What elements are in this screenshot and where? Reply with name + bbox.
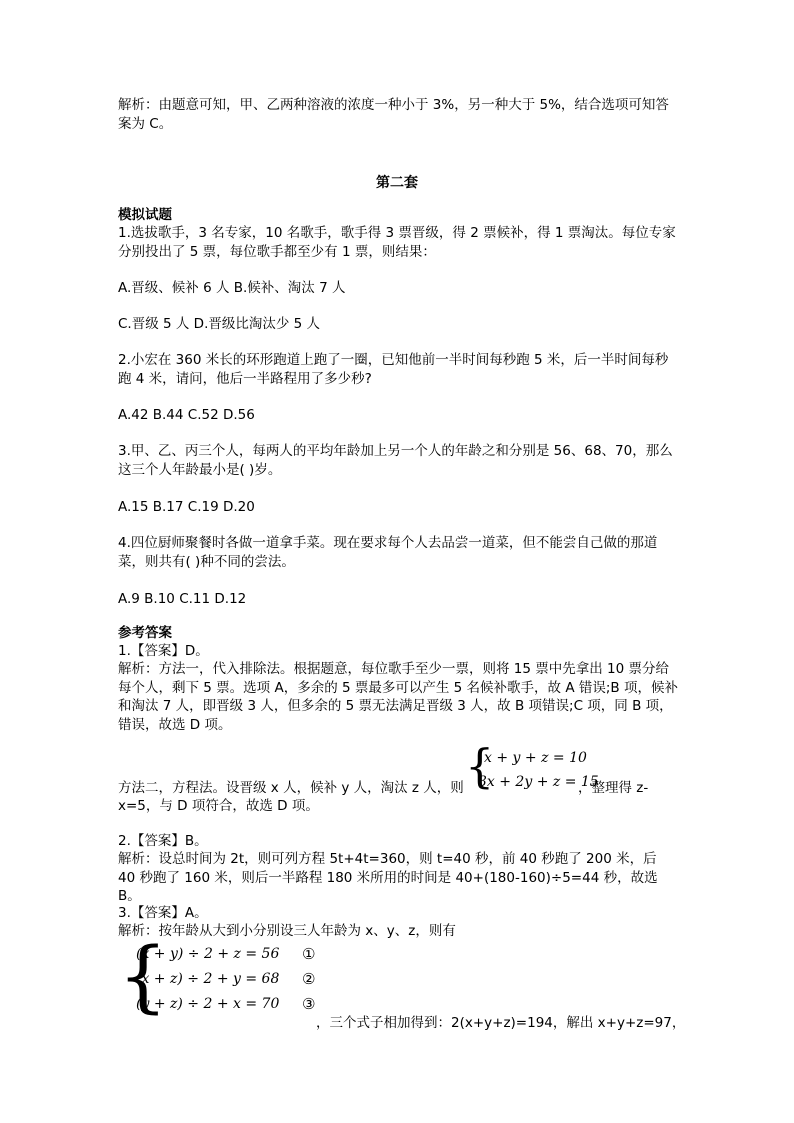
equation-2: 3x + 2y + z = 15 xyxy=(478,774,599,790)
system-brace: { xyxy=(118,932,168,1022)
circled-one: ① xyxy=(302,945,316,963)
method-2-tail: ，整理得 z- xyxy=(578,780,649,796)
answer-2-head: 2.【答案】B。 xyxy=(118,833,208,849)
set-title: 第二套 xyxy=(376,175,418,191)
answers-heading: 参考答案 xyxy=(118,625,172,641)
question-2-options: A.42 B.44 C.52 D.56 xyxy=(118,407,255,423)
answer-3-head: 3.【答案】A。 xyxy=(118,905,208,921)
question-3: 3.甲、乙、丙三个人，每两人的平均年龄加上另一个人的年龄之和分别是 56、68、70，那么这三个人年龄最小是( )岁。 xyxy=(118,443,673,478)
top-analysis: 解析：由题意可知，甲、乙两种溶液的浓度一种小于 3%，另一种大于 5%，结合选项可知答案为 C。 xyxy=(118,97,669,132)
mock-heading: 模拟试题 xyxy=(118,207,172,223)
answer-3-text: 解析：按年龄从大到小分别设三人年龄为 x、y、z，则有 xyxy=(118,923,456,939)
question-4-options: A.9 B.10 C.11 D.12 xyxy=(118,591,247,607)
equation-brace: { xyxy=(465,739,495,793)
equation-1: x + y + z = 10 xyxy=(484,750,587,766)
answer-2-text: 解析：设总时间为 2t，则可列方程 5t+4t=360，则 t=40 秒，前 40 秒跑了 200 米，后 40 秒跑了 160 米，则后一半路程 180 米所用的时间是 40+(180-160)÷5=44 秒，故选 B。 xyxy=(118,851,662,904)
question-3-options: A.15 B.17 C.19 D.20 xyxy=(118,499,255,515)
method-2-line2: x=5，与 D 项符合，故选 D 项。 xyxy=(118,798,319,814)
system-equation-3: (y + z) ÷ 2 + x = 70 xyxy=(136,996,280,1012)
system-equation-1: (x + y) ÷ 2 + z = 56 xyxy=(136,946,280,962)
question-1-options-b: C.晋级 5 人 D.晋级比淘汰少 5 人 xyxy=(118,316,321,332)
question-1-options-a: A.晋级、候补 6 人 B.候补、淘汰 7 人 xyxy=(118,280,346,296)
question-1: 1.选拔歌手，3 名专家，10 名歌手，歌手得 3 票晋级，得 2 票候补，得 1 票淘汰。每位专家分别投出了 5 票，每位歌手都至少有 1 票，则结果： xyxy=(118,225,676,260)
circled-three: ③ xyxy=(302,995,316,1013)
circled-two: ② xyxy=(302,970,316,988)
question-2: 2.小宏在 360 米长的环形跑道上跑了一圈，已知他前一半时间每秒跑 5 米，后一半时间每秒跑 4 米，请问，他后一半路程用了多少秒? xyxy=(118,352,669,387)
answer-3-tail: ，三个式子相加得到：2(x+y+z)=194，解出 x+y+z=97， xyxy=(316,1015,686,1031)
system-equation-2: (x + z) ÷ 2 + y = 68 xyxy=(136,971,280,987)
question-4: 4.四位厨师聚餐时各做一道拿手菜。现在要求每个人去品尝一道菜，但不能尝自己做的那道菜，则共有( )种不同的尝法。 xyxy=(118,535,658,570)
answer-1-text: 解析：方法一，代入排除法。根据题意，每位歌手至少一票，则将 15 票中先拿出 10 票分给每个人，剩下 5 票。选项 A，多余的 5 票最多可以产生 5 名候补歌手，故 A 错误;B 项，候补和淘汰 7 人，即晋级 3 人，但多余的 5 票无法满足晋级 3 人，故 B 项错误;C 项，同 B 项，错误，故选 D 项。 xyxy=(118,661,678,733)
method-2-text: 方法二，方程法。设晋级 x 人，候补 y 人，淘汰 z 人，则 xyxy=(118,780,464,796)
answer-1-head: 1.【答案】D。 xyxy=(118,643,209,659)
